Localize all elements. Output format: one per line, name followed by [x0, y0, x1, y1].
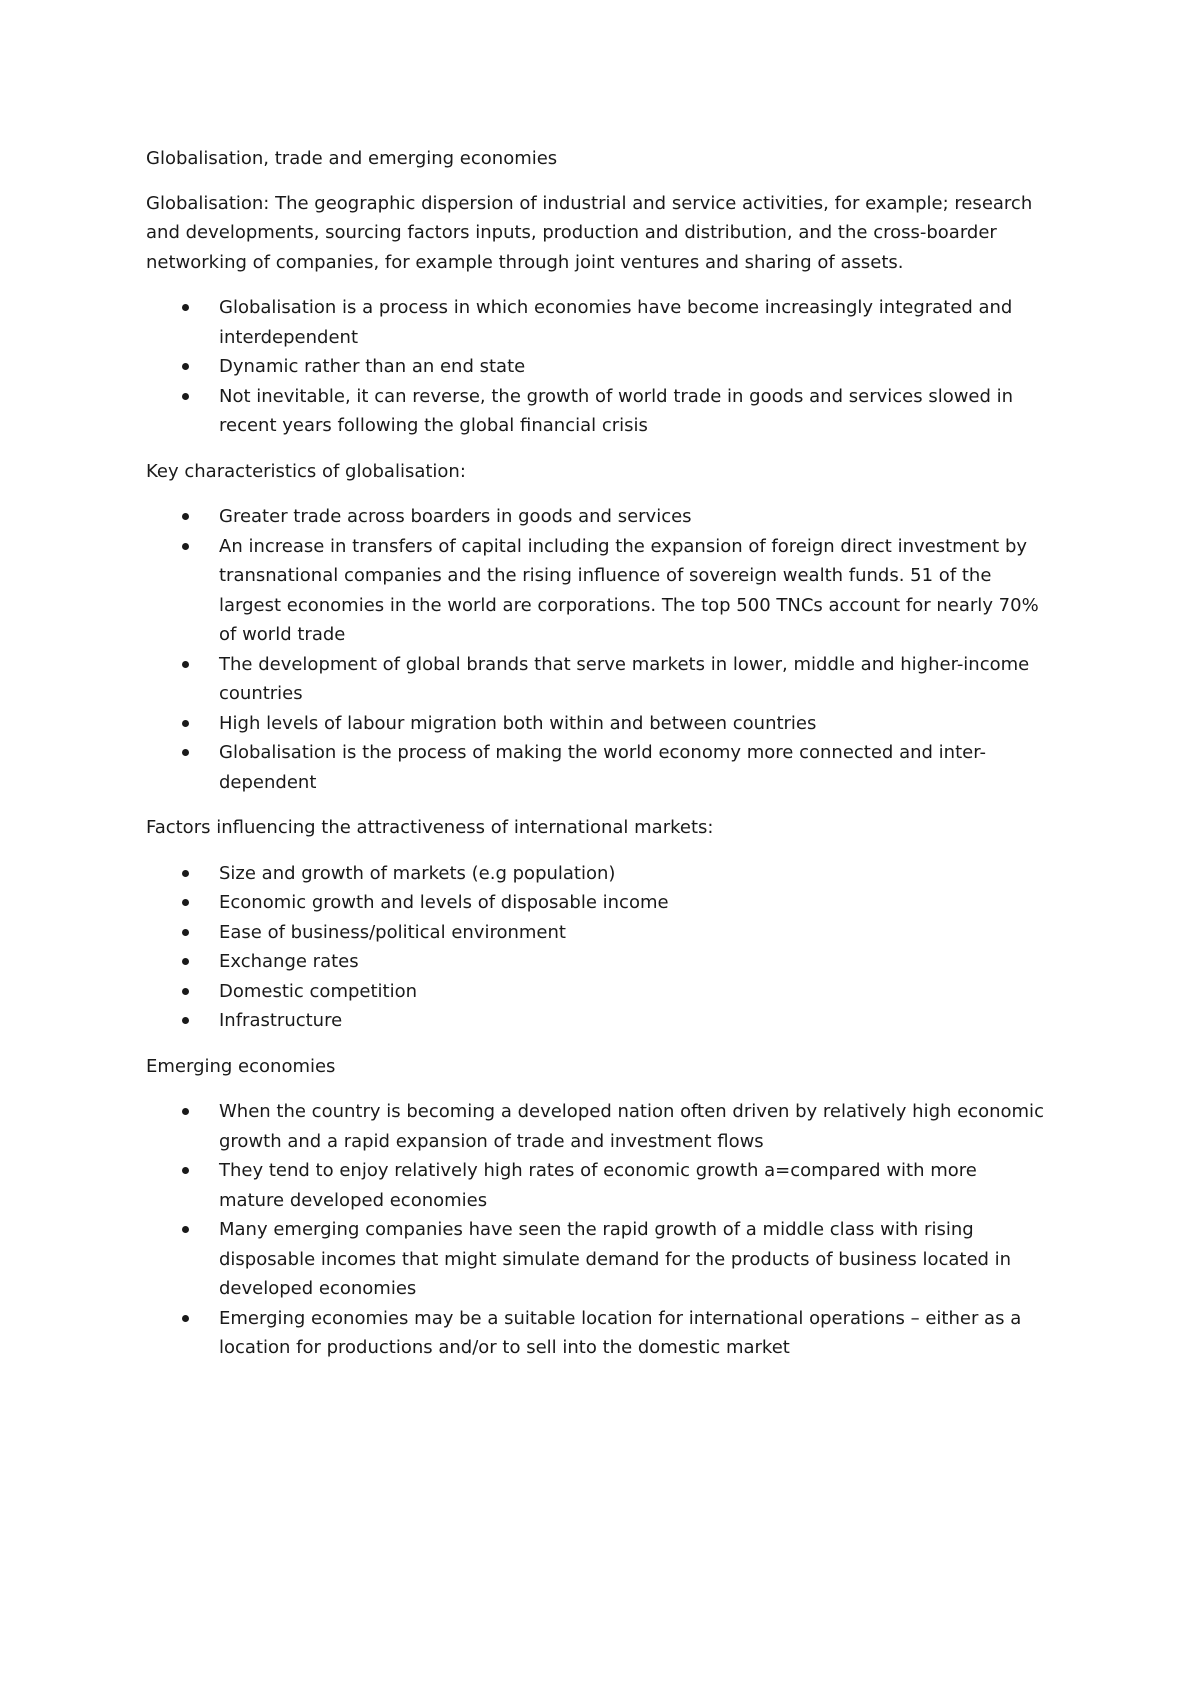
bullet-icon [182, 661, 189, 668]
bullet-icon [182, 1167, 189, 1174]
list-item-text: Globalisation is the process of making the world economy more connected and inter-dependent [219, 742, 986, 793]
list-item [146, 352, 1046, 382]
key-characteristics-heading: Key characteristics of globalisation: [146, 460, 466, 482]
list-item-text: They tend to enjoy relatively high rates of economic growth a=compared with more mature developed economies [219, 1160, 977, 1211]
list-item-text: Size and growth of markets (e.g population) [219, 862, 616, 884]
bullet-icon [182, 543, 189, 550]
list-item [146, 709, 1046, 739]
factors-heading: Factors influencing the attractiveness of international markets: [146, 817, 714, 838]
list-item [146, 1215, 1046, 1304]
list-item-text: The development of global brands that serve markets in lower, middle and higher-income countries [219, 653, 1030, 704]
bullet-icon [182, 720, 189, 727]
list-item [146, 382, 1046, 441]
list-item [146, 738, 1046, 797]
list-item [146, 1006, 1046, 1036]
list-item [146, 1156, 1046, 1215]
bullet-icon [182, 899, 189, 906]
bullet-icon [182, 958, 189, 965]
list-item-text: When the country is becoming a developed nation often driven by relatively high economic growth and a rapid expansion of trade and investment flows [219, 1101, 1044, 1152]
list-item-text: Not inevitable, it can reverse, the growth of world trade in goods and services slowed in recent years following the global financial crisis [219, 385, 1014, 436]
factors-list [146, 859, 1046, 1036]
bullet-icon [182, 393, 189, 400]
list-item [146, 947, 1046, 977]
list-item [146, 918, 1046, 948]
list-item-text: Infrastructure [219, 1010, 343, 1031]
emerging-economies-list [146, 1097, 1046, 1363]
list-item-text: Economic growth and levels of disposable income [219, 892, 669, 913]
list-item [146, 502, 1046, 532]
list-item-text: Dynamic rather than an end state [219, 356, 526, 377]
emerging-economies-heading: Emerging economies [146, 1055, 336, 1077]
bullet-icon [182, 363, 189, 370]
bullet-icon [182, 1108, 189, 1115]
bullet-icon [182, 513, 189, 520]
list-item-text: Ease of business/political environment [219, 921, 566, 943]
list-item-text: High levels of labour migration both within and between countries [219, 712, 817, 734]
list-item [146, 532, 1046, 650]
bullet-icon [182, 1017, 189, 1024]
document-title: Globalisation, trade and emerging economies [146, 148, 558, 169]
list-item [146, 859, 1046, 889]
bullet-icon [182, 929, 189, 936]
list-item-text: Exchange rates [219, 951, 359, 972]
list-item-text: Domestic competition [219, 980, 418, 1002]
list-item-text: Many emerging companies have seen the rapid growth of a middle class with rising disposable incomes that might simulate demand for the products of business located in developed economies [219, 1219, 1012, 1299]
list-item-text: An increase in transfers of capital including the expansion of foreign direct investment by transnational companies and the rising influence of sovereign wealth funds. 51 of the largest economies in the world are corporations. The top 500 TNCs account for nearly 70% of world trade [219, 535, 1039, 645]
list-item [146, 977, 1046, 1007]
list-item [146, 1097, 1046, 1156]
list-item-text: Globalisation is a process in which economies have become increasingly integrated and interdependent [219, 297, 1013, 348]
bullet-icon [182, 988, 189, 995]
globalisation-definition: Globalisation: The geographic dispersion of industrial and service activities, for example; research and developments, sourcing factors inputs, production and distribution, and the cross-boarder networking of companies, for example through joint ventures and sharing of assets. [146, 192, 1033, 273]
bullet-icon [182, 304, 189, 311]
list-item-text: Greater trade across boarders in goods and services [219, 506, 692, 527]
bullet-icon [182, 1315, 189, 1322]
list-item [146, 293, 1046, 352]
list-item-text: Emerging economies may be a suitable location for international operations – either as a location for productions and/or to sell into the domestic market [219, 1307, 1022, 1358]
bullet-icon [182, 870, 189, 877]
list-item [146, 1304, 1046, 1363]
list-item [146, 650, 1046, 709]
key-characteristics-list [146, 502, 1046, 797]
bullet-icon [182, 1226, 189, 1233]
bullet-icon [182, 749, 189, 756]
list-item [146, 888, 1046, 918]
definition-list [146, 293, 1046, 441]
